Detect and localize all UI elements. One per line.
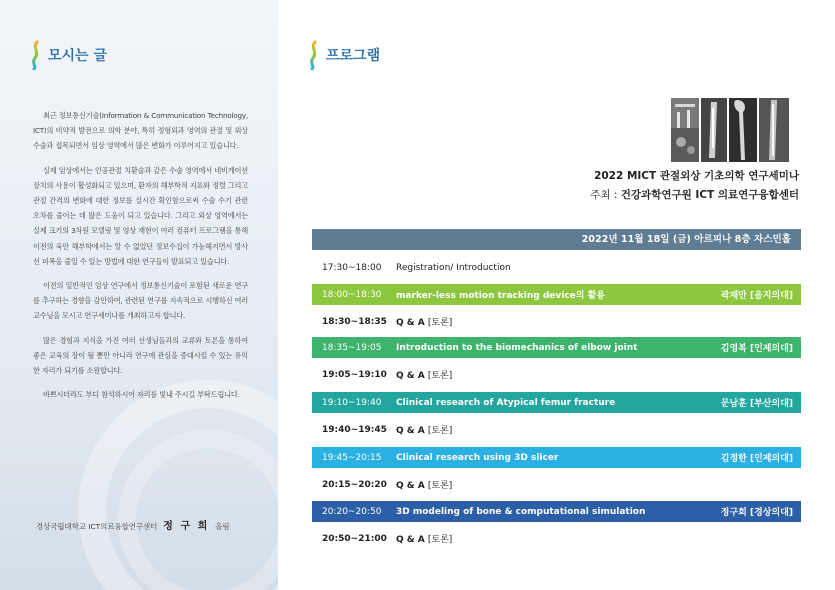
xray-image (671, 98, 789, 162)
invitation-panel (0, 0, 278, 590)
schedule-topic: Registration/ Introduction (396, 262, 511, 273)
schedule-topic: 3D modeling of bone & computational simulation (396, 506, 646, 517)
schedule-time: 18:35~19:05 (322, 342, 382, 353)
signature-name: 정 구 희 (163, 521, 210, 532)
letter-paragraph: 이전의 일반적인 임상 연구에서 정보통신기술이 포함된 새로운 연구를 추구하는 경향을 감안하여, 관련된 연구를 지속적으로 시행하신 여러 교수님을 모시고 연구세미나를 개최하고자 합니다. (33, 281, 248, 321)
schedule-row (312, 419, 801, 440)
qa-tag: [토론] (427, 481, 453, 491)
invitation-letter (33, 108, 248, 411)
seminar-title: 2022 MICT 관절외상 기초의학 연구세미나 (594, 170, 799, 182)
date-venue-bar: 2022년 11월 18일 (금) 아르피나 8층 자스민홀 (312, 229, 801, 250)
schedule-topic: Clinical research using 3D slicer (396, 452, 559, 463)
letter-paragraph: 실제 임상에서는 인공관절 치환술과 같은 수술 영역에서 네비게이션 장치의 사용이 활성화되고 있으며, 환자의 해부학적 지표와 정렬 그리고 관절 간격의 변화에 대한 정보를 실시간 확인함으로써 수술 수기 관련 오차를 줄이는 데 많은 도움이 되고 있습니다. 그리고 외상 영역에서는 실제 크기의 3차원 모델링 및 영상 재현이 여러 컴퓨터 프로그램을 통해 이전의 육안 해부학에서는 알 수 없었던 정보수집이 가능해지면서 방사선 피폭을 줄일 수 있는 방법에 대한 연구들이 발표되고 있습니다. (33, 165, 248, 266)
qa-label: Q & A (396, 371, 425, 381)
signature (36, 517, 230, 532)
host-label: 주최 : (590, 189, 618, 201)
schedule-topic: Introduction to the biomechanics of elbow joint (396, 342, 638, 353)
qa-tag: [토론] (427, 535, 453, 545)
schedule-speaker: 곽재만 [을지의대] (720, 291, 793, 301)
spine-icon (28, 40, 44, 70)
schedule-time: 20:15~20:20 (322, 479, 387, 490)
schedule-speaker: 문남훈 [부산의대] (720, 399, 793, 409)
schedule-topic: marker-less motion tracking device의 활용 (396, 291, 605, 301)
schedule-qa (396, 423, 801, 436)
qa-label: Q & A (396, 535, 425, 545)
letter-paragraph: 바쁘시더라도 부디 참석하시어 자리를 빛내 주시길 부탁드립니다. (43, 390, 240, 400)
schedule-time: 19:10~19:40 (322, 397, 382, 408)
schedule-row (312, 392, 801, 413)
schedule-speaker: 김영복 [인제의대] (720, 344, 793, 354)
schedule-speaker: 김정한 [인제의대] (720, 454, 793, 464)
schedule-time: 20:20~20:50 (322, 506, 382, 517)
qa-label: Q & A (396, 481, 425, 491)
schedule-row (312, 311, 801, 332)
schedule-time: 19:45~20:15 (322, 452, 382, 463)
schedule-topic: Clinical research of Atypical femur fracture (396, 397, 616, 408)
qa-tag: [토론] (427, 318, 453, 328)
letter-paragraph: 많은 경험과 지식을 가진 여러 선생님들과의 교류와 토론을 통하여 좋은 교육의 장이 될 뿐만 아니라 연구에 관심을 증대시킬 수 있는 유익한 자리가 되기를 소원합니다. (33, 335, 248, 376)
program-panel (278, 0, 835, 590)
qa-tag: [토론] (427, 371, 453, 381)
schedule-speaker: 정구희 [경상의대] (720, 508, 793, 518)
signature-affiliation: 경상국립대학교 ICT의료융합연구센터 (36, 522, 158, 531)
schedule-row (312, 474, 801, 495)
signature-suffix: 올림 (215, 522, 230, 531)
schedule-row (312, 447, 801, 468)
letter-paragraph: 최근 정보통신기술(Information & Communication Technology, ICT)의 비약적 발전으로 의학 분야, 특히 정형외과 영역의 관절 및 외상 수술과 접목되면서 임상 영역에서 많은 변화가 이루어지고 있습니다. (33, 111, 248, 151)
schedule-row (312, 337, 801, 358)
schedule-qa (396, 478, 801, 491)
schedule-time: 18:30~18:35 (322, 316, 387, 327)
schedule-qa (396, 315, 801, 328)
host-value: 건강과학연구원 ICT 의료연구융합센터 (620, 189, 799, 201)
program-heading (306, 40, 380, 70)
program-title: 프로그램 (326, 48, 381, 64)
schedule-qa (396, 532, 801, 545)
schedule-time: 17:30~18:00 (322, 262, 382, 273)
spine-icon (306, 40, 322, 70)
schedule-row (312, 501, 801, 522)
schedule-time: 18:00~18:30 (322, 289, 382, 300)
schedule-time: 19:05~19:10 (322, 369, 387, 380)
schedule-row (312, 284, 801, 305)
qa-label: Q & A (396, 426, 425, 436)
invitation-heading (28, 40, 107, 70)
invitation-title: 모시는 글 (48, 48, 107, 64)
qa-label: Q & A (396, 318, 425, 328)
schedule-qa (396, 368, 801, 381)
qa-tag: [토론] (427, 426, 453, 436)
schedule-time: 19:40~19:45 (322, 424, 387, 435)
schedule-row (312, 528, 801, 549)
host-line (590, 187, 799, 202)
schedule-row (312, 257, 801, 278)
schedule-row (312, 364, 801, 385)
schedule-time: 20:50~21:00 (322, 533, 387, 544)
